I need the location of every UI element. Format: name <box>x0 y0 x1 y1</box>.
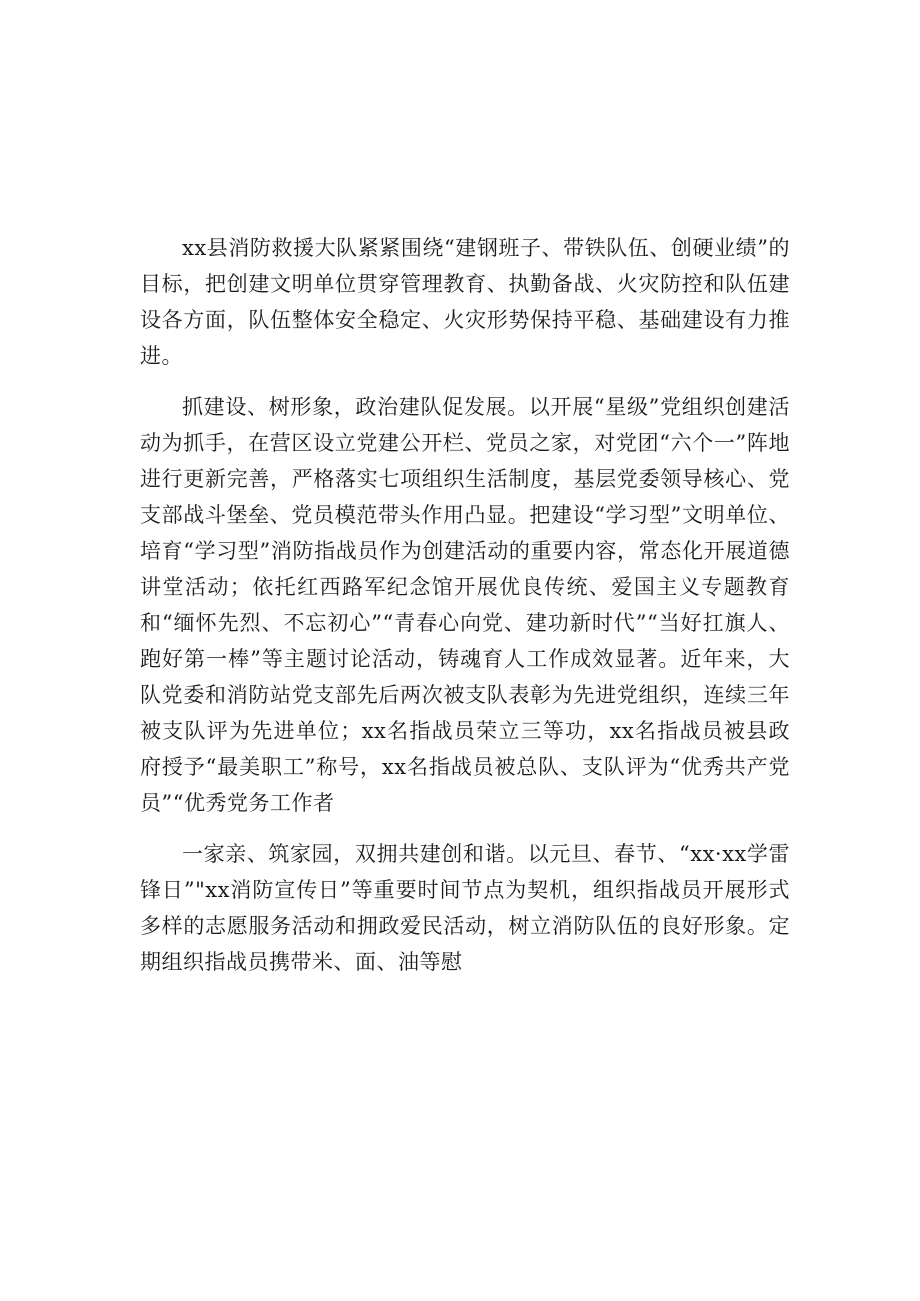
document-body <box>140 230 790 980</box>
paragraph-military-civilian: 一家亲、筑家园，双拥共建创和谐。以元旦、春节、“xx·xx学雷锋日”"xx消防宣传日”等重要时间节点为契机，组织指战员开展形式多样的志愿服务活动和拥政爱民活动，树立消防队伍的良好形象。定期组织指战员携带米、面、油等慰 <box>140 842 790 974</box>
paragraph-party-building: 抓建设、树形象，政治建队促发展。以开展“星级”党组织创建活动为抓手，在营区设立党建公开栏、党员之家，对党团“六个一”阵地进行更新完善，严格落实七项组织生活制度，基层党委领导核心、党支部战斗堡垒、党员模范带头作用凸显。把建设“学习型”文明单位、培育“学习型”消防指战员作为创建活动的重要内容，常态化开展道德讲堂活动；依托红西路军纪念馆开展优良传统、爱国主义专题教育和“缅怀先烈、不忘初心”“青春心向党、建功新时代”“当好扛旗人、跑好第一棒”等主题讨论活动，铸魂育人工作成效显著。近年来，大队党委和消防站党支部先后两次被支队表彰为先进党组织，连续三年被支队评为先进单位；xx名指战员荣立三等功，xx名指战员被县政府授予“最美职工”称号，xx名指战员被总队、支队评为“优秀共产党员”“优秀党务工作者 <box>140 395 790 815</box>
paragraph-intro: xx县消防救援大队紧紧围绕“建钢班子、带铁队伍、创硬业绩”的目标，把创建文明单位贯穿管理教育、执勤备战、火灾防控和队伍建设各方面，队伍整体安全稳定、火灾形势保持平稳、基础建设有力推进。 <box>140 236 790 368</box>
